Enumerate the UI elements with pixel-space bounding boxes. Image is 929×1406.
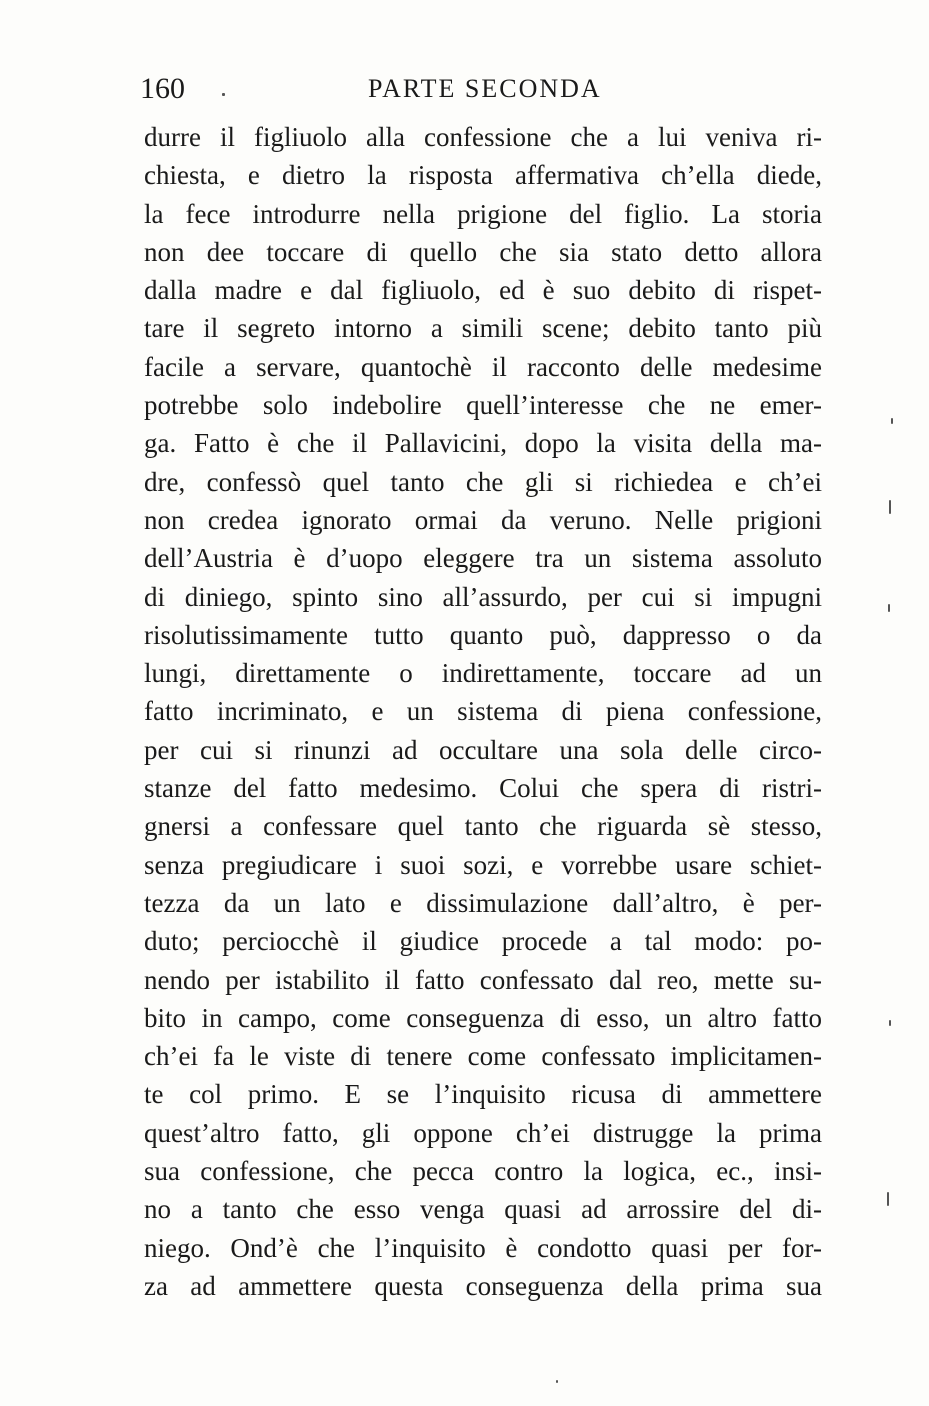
text-line: non credea ignorato ormai da veruno. Nelle prigioni xyxy=(144,504,822,535)
text-line: sua confessione, che pecca contro la logica, ec., insi- xyxy=(144,1156,822,1187)
text-line: no a tanto che esso venga quasi ad arrossire del di- xyxy=(144,1194,822,1225)
scan-speck xyxy=(889,1020,891,1026)
scan-speck xyxy=(888,604,890,612)
text-line: duto; perciocchè il giudice procede a tal modo: po- xyxy=(144,926,822,957)
text-line: risolutissimamente tutto quanto può, dappresso o da xyxy=(144,619,822,650)
text-line: chiesta, e dietro la risposta affermativa ch’ella diede, xyxy=(144,160,822,191)
text-line: durre il figliuolo alla confessione che a lui veniva ri- xyxy=(144,122,822,152)
text-line: fatto incriminato, e un sistema di piena confessione, xyxy=(144,696,822,727)
text-line: tare il segreto intorno a simili scene; debito tanto più xyxy=(144,313,822,344)
body-text xyxy=(144,118,822,1305)
text-line: facile a servare, quantochè il racconto delle medesime xyxy=(144,351,822,382)
running-head xyxy=(140,72,830,112)
text-line: za ad ammettere questa conseguenza della prima sua xyxy=(144,1270,822,1301)
scan-speck xyxy=(222,93,225,96)
text-line: nendo per istabilito il fatto confessato dal reo, mette su- xyxy=(144,964,822,995)
scan-speck xyxy=(891,418,893,424)
text-line: di diniego, spinto sino all’assurdo, per cui si impugni xyxy=(144,581,822,612)
text-line: lungi, direttamente o indirettamente, toccare ad un xyxy=(144,658,822,689)
text-line: non dee toccare di quello che sia stato detto allora xyxy=(144,236,822,267)
scan-speck xyxy=(889,500,891,514)
text-line: ga. Fatto è che il Pallavicini, dopo la visita della ma- xyxy=(144,428,822,459)
text-line: dre, confessò quel tanto che gli si richiedea e ch’ei xyxy=(144,466,822,497)
text-line: stanze del fatto medesimo. Colui che spera di ristri- xyxy=(144,773,822,804)
text-line: niego. Ond’è che l’inquisito è condotto quasi per for- xyxy=(144,1232,822,1263)
text-line: quest’altro fatto, gli oppone ch’ei distrugge la prima xyxy=(144,1117,822,1148)
text-line: tezza da un lato e dissimulazione dall’altro, è per- xyxy=(144,887,822,918)
text-line: bito in campo, come conseguenza di esso, un altro fatto xyxy=(144,1002,822,1033)
text-line: gnersi a confessare quel tanto che riguarda sè stesso, xyxy=(144,811,822,842)
scan-speck xyxy=(887,1192,889,1206)
text-line: ch’ei fa le viste di tenere come confessato implicitamen- xyxy=(144,1041,822,1072)
text-line: senza pregiudicare i suoi sozi, e vorrebbe usare schiet- xyxy=(144,849,822,880)
text-line: dalla madre e dal figliuolo, ed è suo debito di rispet- xyxy=(144,275,822,306)
text-line: per cui si rinunzi ad occultare una sola delle circo- xyxy=(144,734,822,765)
page-number: 160 xyxy=(140,72,185,105)
text-line: dell’Austria è d’uopo eleggere tra un sistema assoluto xyxy=(144,543,822,574)
scan-speck xyxy=(556,1380,558,1383)
text-line: te col primo. E se l’inquisito ricusa di ammettere xyxy=(144,1079,822,1110)
running-title: PARTE SECONDA xyxy=(368,74,602,103)
text-line: potrebbe solo indebolire quell’interesse che ne emer- xyxy=(144,390,822,421)
text-line: la fece introdurre nella prigione del figlio. La storia xyxy=(144,198,822,229)
